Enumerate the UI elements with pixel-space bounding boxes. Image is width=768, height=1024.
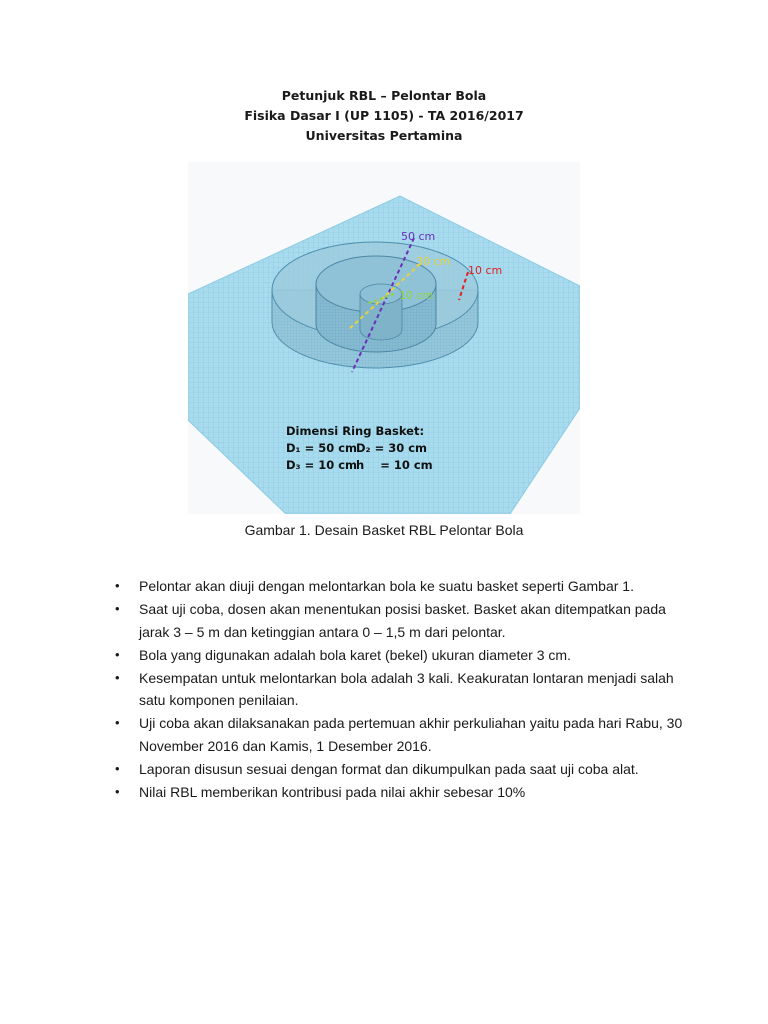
list-item-text: Nilai RBL memberikan kontribusi pada nilai akhir sebesar 10% xyxy=(139,783,526,800)
instruction-list xyxy=(112,575,692,804)
list-item-text: Laporan disusun sesuai dengan format dan dikumpulkan pada saat uji coba alat. xyxy=(139,760,639,777)
list-item-text: Uji coba akan dilaksanakan pada pertemuan akhir perkuliahan yaitu pada hari Rabu, 30 November 2016 dan Kamis, 1 Desember 2016. xyxy=(139,715,683,754)
inner-cylinder-top xyxy=(360,284,402,304)
bullet-icon: • xyxy=(115,760,120,776)
list-item-text: Bola yang digunakan adalah bola karet (bekel) ukuran diameter 3 cm. xyxy=(139,646,571,663)
dimension-d3: D₃ = 10 cm xyxy=(286,458,358,472)
list-item xyxy=(112,644,692,667)
list-item-text: Saat uji coba, dosen akan menentukan posisi basket. Basket akan ditempatkan pada jarak 3 – 5 m dan ketinggian antara 0 – 1,5 m dari pelontar. xyxy=(139,601,666,640)
header-university: Universitas Pertamina xyxy=(305,128,463,143)
list-item xyxy=(112,781,692,804)
bullet-icon: • xyxy=(115,669,120,685)
figure-illustration xyxy=(188,162,580,514)
height-label: 10 cm xyxy=(468,264,503,277)
list-item xyxy=(112,598,692,643)
dimension-h: h = 10 cm xyxy=(356,458,433,472)
basket-design-figure xyxy=(188,162,580,514)
d3-label: 10 cm xyxy=(399,289,434,302)
list-item-text: Pelontar akan diuji dengan melontarkan bola ke suatu basket seperti Gambar 1. xyxy=(139,578,634,594)
header-course: Fisika Dasar I (UP 1105) - TA 2016/2017 xyxy=(244,108,524,123)
document-header xyxy=(0,86,768,146)
dimension-d2: D₂ = 30 cm xyxy=(356,441,428,455)
bullet-icon: • xyxy=(115,601,120,616)
list-item xyxy=(112,667,692,712)
list-item xyxy=(112,575,692,598)
header-title: Petunjuk RBL – Pelontar Bola xyxy=(281,88,487,103)
d2-label: 30 cm xyxy=(416,255,451,268)
figure-caption: Gambar 1. Desain Basket RBL Pelontar Bola xyxy=(244,522,524,538)
d1-label: 50 cm xyxy=(401,230,436,243)
list-item-text: Kesempatan untuk melontarkan bola adalah 3 kali. Keakuratan lontaran menjadi salah satu komponen penilaian. xyxy=(139,669,674,708)
dimension-title: Dimensi Ring Basket: xyxy=(286,424,425,438)
bullet-icon: • xyxy=(115,783,120,799)
dimension-d1: D₁ = 50 cm xyxy=(286,441,358,455)
bullet-icon: • xyxy=(115,646,120,662)
bullet-icon: • xyxy=(115,715,120,730)
bullet-icon: • xyxy=(115,578,120,593)
list-item xyxy=(112,712,692,757)
list-item xyxy=(112,758,692,781)
